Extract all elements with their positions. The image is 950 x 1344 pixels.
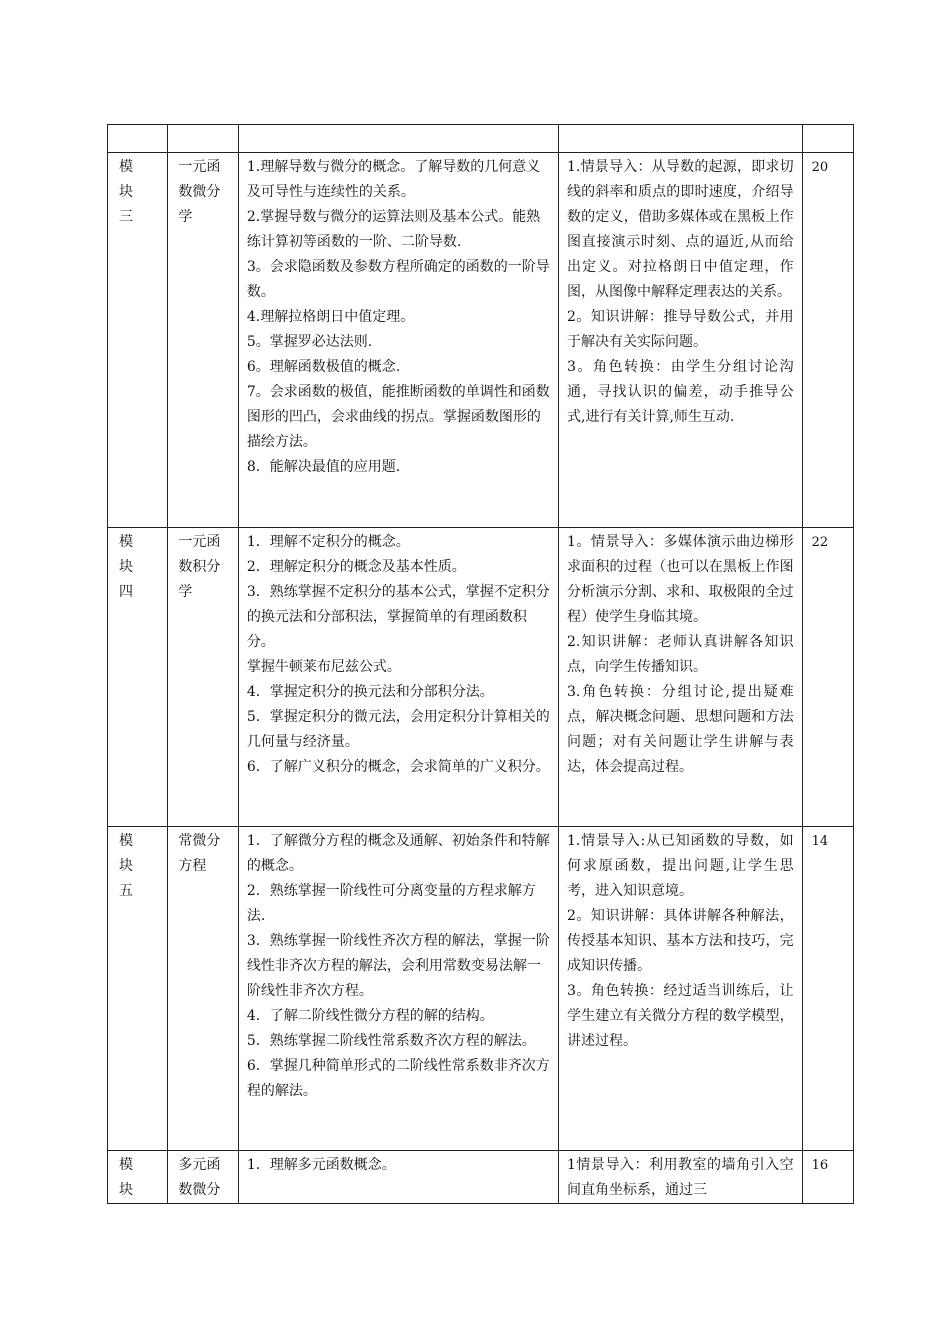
module-label: 模 块 四 bbox=[108, 528, 168, 827]
requirement-item: 3．熟练掌握不定积分的基本公式，掌握不定积分的换元法和分部积法，掌握简单的有理函数积分。 bbox=[246, 584, 550, 650]
course-name: 常微分方程 bbox=[168, 827, 238, 1151]
table-row bbox=[108, 827, 854, 1151]
method-item: 1情景导入：利用教室的墙角引入空间直角坐标系，通过三 bbox=[567, 1157, 794, 1198]
requirement-item: 4．了解二阶线性微分方程的解的结构。 bbox=[246, 1008, 494, 1024]
hours-value: 14 bbox=[802, 827, 853, 1151]
blank-cell bbox=[802, 125, 853, 153]
requirement-item: 7。会求函数的极值，能推断函数的单调性和函数图形的凹凸，会求曲线的拐点。掌握函数图形的描绘方法。 bbox=[246, 384, 550, 450]
requirement-item: 2．熟练掌握一阶线性可分离变量的方程求解方法. bbox=[246, 883, 536, 924]
method-item: 2。知识讲解：推导导数公式，并用于解决有关实际问题。 bbox=[567, 309, 794, 350]
requirement-item: 4.理解拉格朗日中值定理。 bbox=[246, 309, 415, 325]
table-row bbox=[108, 528, 854, 827]
requirement-item: 1.理解导数与微分的概念。了解导数的几何意义及可导性与连续性的关系。 bbox=[246, 159, 541, 200]
requirement-item: 4．掌握定积分的换元法和分部积分法。 bbox=[246, 684, 494, 700]
requirement-item: 3。会求隐函数及参数方程所确定的函数的一阶导数。 bbox=[246, 259, 550, 300]
requirements-cell bbox=[238, 1151, 558, 1204]
method-item: 3。角色转换：经过适当训练后，让学生建立有关微分方程的数学模型，讲述过程。 bbox=[567, 983, 794, 1049]
requirement-item: 1．理解不定积分的概念。 bbox=[246, 534, 410, 550]
requirement-item: 5．掌握定积分的微元法，会用定积分计算相关的几何量与经济量。 bbox=[246, 709, 550, 750]
blank-cell bbox=[108, 125, 168, 153]
method-item: 2.知识讲解：老师认真讲解各知识点，向学生传播知识。 bbox=[567, 634, 794, 675]
header-row-blank bbox=[108, 125, 854, 153]
requirements-cell bbox=[238, 827, 558, 1151]
method-item: 3。角色转换：由学生分组讨论沟通，寻找认识的偏差，动手推导公式,进行有关计算,师生互动. bbox=[567, 359, 794, 425]
method-item: 1.情景导入：从导数的起源，即求切线的斜率和质点的即时速度，介绍导数的定义，借助多媒体或在黑板上作图直接演示时刻、点的逼近,从而给出定义。对拉格朗日中值定理，作图，从图像中解释定理表达的关系。 bbox=[567, 159, 794, 300]
hours-value: 20 bbox=[802, 153, 853, 528]
blank-cell bbox=[168, 125, 238, 153]
blank-cell bbox=[559, 125, 803, 153]
requirement-item: 5。掌握罗必达法则. bbox=[246, 334, 373, 350]
table-row bbox=[108, 153, 854, 528]
syllabus-table bbox=[107, 124, 854, 1204]
requirement-item: 6。理解函数极值的概念. bbox=[246, 359, 401, 375]
requirement-item: 3．熟练掌握一阶线性齐次方程的解法，掌握一阶线性非齐次方程的解法，会利用常数变易法解一阶线性非齐次方程。 bbox=[246, 933, 550, 999]
module-label: 模 块 bbox=[108, 1151, 168, 1204]
methods-cell bbox=[559, 153, 803, 528]
method-item: 1。情景导入：多媒体演示曲边梯形求面积的过程（也可以在黑板上作图分析演示分割、求和、取极限的全过程）使学生身临其境。 bbox=[567, 534, 794, 625]
requirement-item: 1．理解多元函数概念。 bbox=[246, 1157, 396, 1173]
course-name: 一元函数积分学 bbox=[168, 528, 238, 827]
table-row bbox=[108, 1151, 854, 1204]
requirement-item: 6．掌握几种简单形式的二阶线性常系数非齐次方程的解法。 bbox=[246, 1058, 550, 1099]
blank-cell bbox=[238, 125, 558, 153]
requirements-cell bbox=[238, 528, 558, 827]
methods-cell bbox=[559, 528, 803, 827]
requirement-item: 2．理解定积分的概念及基本性质。 bbox=[246, 559, 466, 575]
requirement-item: 5．熟练掌握二阶线性常系数齐次方程的解法。 bbox=[246, 1033, 536, 1049]
hours-value: 22 bbox=[802, 528, 853, 827]
methods-cell bbox=[559, 827, 803, 1151]
method-item: 3.角色转换：分组讨论,提出疑难点，解决概念问题、思想问题和方法问题；对有关问题让学生讲解与表达，体会提高过程。 bbox=[567, 684, 794, 775]
module-label: 模 块 三 bbox=[108, 153, 168, 528]
requirement-item: 2.掌握导数与微分的运算法则及基本公式。能熟练计算初等函数的一阶、二阶导数. bbox=[246, 209, 541, 250]
module-label: 模 块 五 bbox=[108, 827, 168, 1151]
hours-value: 16 bbox=[802, 1151, 853, 1204]
course-name: 多元函数微分 bbox=[168, 1151, 238, 1204]
requirement-item: 6．了解广义积分的概念，会求简单的广义积分。 bbox=[246, 759, 550, 775]
requirement-item: 掌握牛顿莱布尼兹公式。 bbox=[246, 659, 401, 675]
method-item: 2。知识讲解：具体讲解各种解法，传授基本知识、基本方法和技巧，完成知识传播。 bbox=[567, 908, 794, 974]
course-name: 一元函数微分学 bbox=[168, 153, 238, 528]
requirement-item: 1．了解微分方程的概念及通解、初始条件和特解的概念。 bbox=[246, 833, 550, 874]
requirements-cell bbox=[238, 153, 558, 528]
method-item: 1.情景导入:从已知函数的导数，如何求原函数，提出问题,让学生思考，进入知识意境。 bbox=[567, 833, 794, 899]
methods-cell bbox=[559, 1151, 803, 1204]
requirement-item: 8．能解决最值的应用题. bbox=[246, 459, 401, 475]
